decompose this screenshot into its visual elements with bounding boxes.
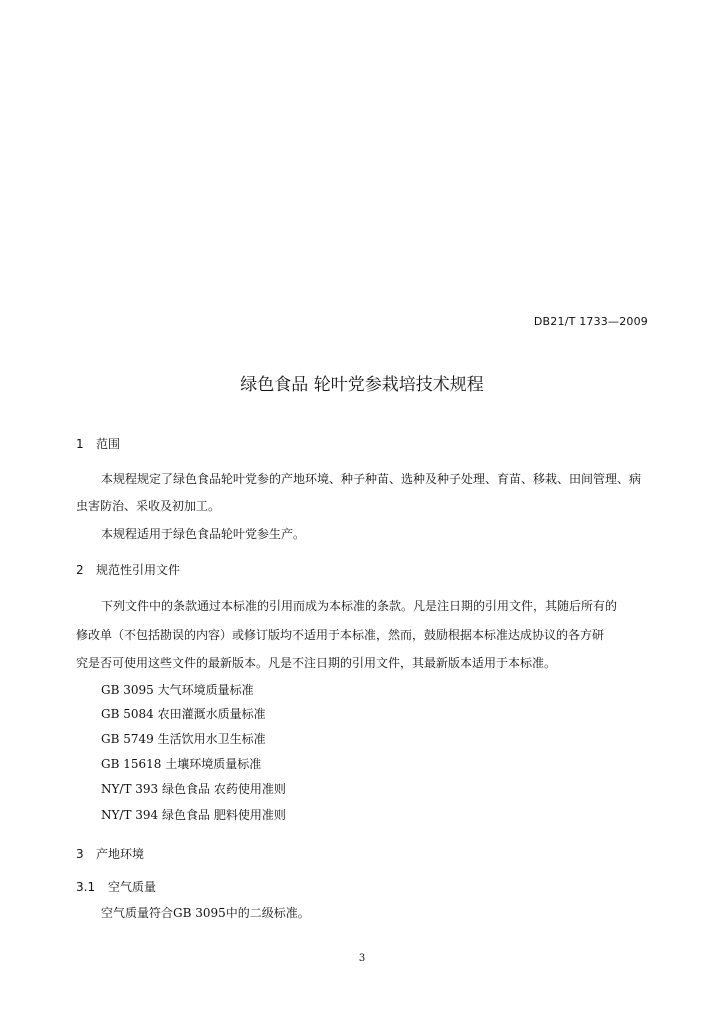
section-number: 1 (76, 437, 84, 451)
section-2-paragraph-line: 下列文件中的条款通过本标准的引用而成为本标准的条款。凡是注日期的引用文件，其随后所有的 (101, 599, 618, 613)
reference-item: GB 15618 土壤环境质量标准 (101, 757, 262, 771)
section-2-paragraph-line: 究是否可使用这些文件的最新版本。凡是不注日期的引用文件，其最新版本适用于本标准。 (76, 656, 557, 670)
section-title: 范围 (96, 437, 121, 451)
reference-item: NY/T 394 绿色食品 肥料使用准则 (101, 808, 286, 822)
section-1-paragraph-line: 本规程规定了绿色食品轮叶党参的产地环境、种子种苗、选种及种子处理、育苗、移栽、田间管理、病 (101, 472, 642, 486)
subsection-number: 3.1 (76, 880, 96, 894)
section-1-paragraph: 本规程适用于绿色食品轮叶党参生产。 (101, 527, 306, 541)
reference-item: GB 3095 大气环境质量标准 (101, 683, 254, 697)
standard-code: DB21/T 1733—2009 (533, 315, 648, 328)
reference-item: GB 5749 生活饮用水卫生标准 (101, 732, 266, 746)
section-number: 2 (76, 563, 84, 577)
subsection-3-1-heading (76, 878, 156, 895)
reference-item: GB 5084 农田灌溉水质量标准 (101, 707, 266, 721)
reference-item: NY/T 393 绿色食品 农药使用准则 (101, 782, 286, 796)
subsection-title: 空气质量 (108, 880, 157, 894)
section-title: 产地环境 (96, 847, 145, 861)
section-1-paragraph-line: 虫害防治、采收及初加工。 (76, 499, 221, 513)
subsection-3-1-paragraph: 空气质量符合GB 3095中的二级标准。 (101, 906, 310, 920)
section-2-paragraph-line: 修改单（不包括勘误的内容）或修订版均不适用于本标准，然而，鼓励根据本标准达成协议的各方研 (76, 628, 605, 642)
section-number: 3 (76, 847, 84, 861)
section-1-heading (76, 435, 120, 452)
section-title: 规范性引用文件 (96, 563, 181, 577)
section-3-heading (76, 845, 144, 862)
document-title: 绿色食品 轮叶党参栽培技术规程 (240, 375, 484, 395)
section-2-heading (76, 561, 180, 578)
page-number: 3 (358, 953, 366, 964)
